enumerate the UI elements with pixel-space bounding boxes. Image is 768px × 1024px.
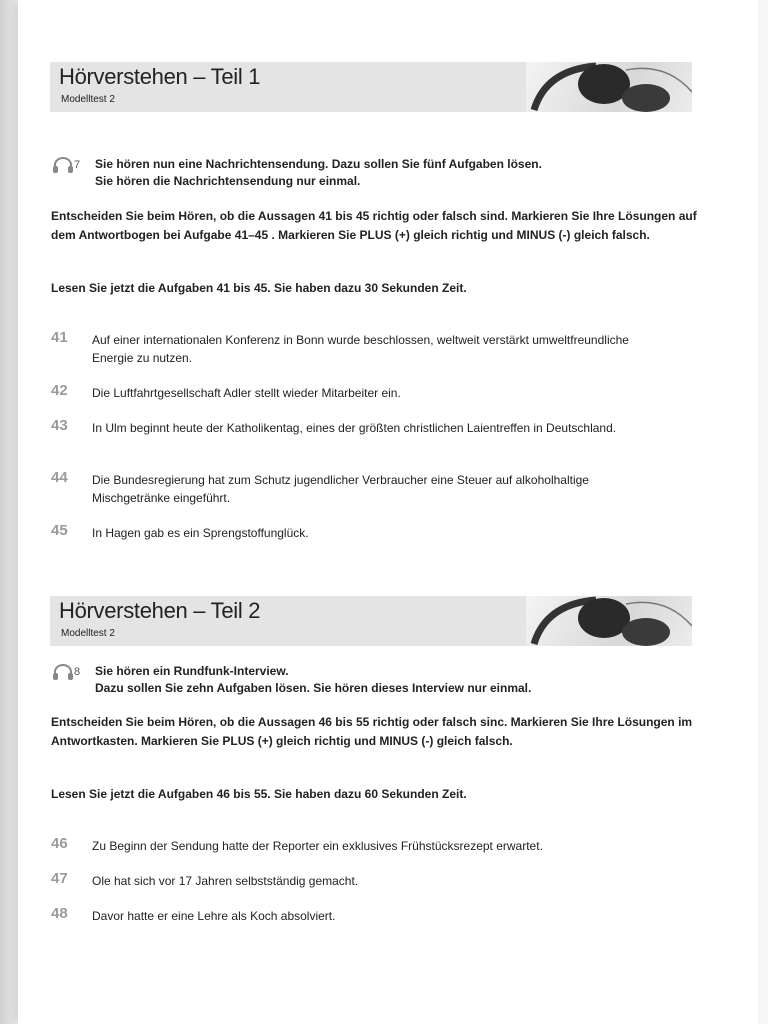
- audio-line-1: Sie hören ein Rundfunk-Interview.: [95, 664, 289, 678]
- audio-line-2: Sie hören die Nachrichtensendung nur einmal.: [95, 174, 361, 188]
- track-number: 7: [74, 159, 81, 171]
- task-number: 44: [51, 469, 68, 486]
- task-text: In Hagen gab es ein Sprengstoffunglück.: [92, 526, 309, 540]
- headphones-image: [526, 596, 692, 646]
- task-number: 48: [51, 905, 68, 922]
- document-page: [18, 0, 758, 1024]
- audio-track-label: [52, 663, 92, 681]
- headphones-icon: [52, 157, 74, 173]
- instruction-paragraph: Entscheiden Sie beim Hören, ob die Aussagen 41 bis 45 richtig oder falsch sind. Markieren Sie Ihre Lösungen auf dem Antwortbogen bei Aufgabe 41–45 . Markieren Sie PLUS (+) gleich richtig und MINUS (-) gleich falsch.: [51, 209, 697, 242]
- track-number: 8: [74, 666, 81, 678]
- instruction-paragraph: Entscheiden Sie beim Hören, ob die Aussagen 46 bis 55 richtig oder falsch sinc. Markieren Sie Ihre Lösungen im Antwortkasten. Markieren Sie PLUS (+) gleich richtig und MINUS (-) gleich falsch.: [51, 715, 693, 748]
- section-subtitle: Modelltest 2: [61, 628, 115, 639]
- task-number: 45: [51, 522, 68, 539]
- task-number: 42: [51, 382, 68, 399]
- task-number: 46: [51, 835, 68, 852]
- reading-time-note: Lesen Sie jetzt die Aufgaben 41 bis 45. Sie haben dazu 30 Sekunden Zeit.: [51, 281, 467, 295]
- reading-time-note: Lesen Sie jetzt die Aufgaben 46 bis 55. Sie haben dazu 60 Sekunden Zeit.: [51, 787, 467, 801]
- audio-line-1: Sie hören nun eine Nachrichtensendung. Dazu sollen Sie fünf Aufgaben lösen.: [95, 157, 542, 171]
- book-spine-shadow: [0, 0, 18, 1024]
- task-text: Zu Beginn der Sendung hatte der Reporter ein exklusives Frühstücksrezept erwartet.: [92, 839, 543, 853]
- task-number: 41: [51, 329, 68, 346]
- section-title: Hörverstehen – Teil 2: [59, 598, 261, 623]
- task-text: Die Luftfahrtgesellschaft Adler stellt wieder Mitarbeiter ein.: [92, 386, 401, 400]
- task-text: Die Bundesregierung hat zum Schutz jugendlicher Verbraucher eine Steuer auf alkoholhaltige Mischgetränke eingeführt.: [92, 473, 589, 505]
- task-text: In Ulm beginnt heute der Katholikentag, eines der größten christlichen Laientreffen in Deutschland.: [92, 421, 617, 435]
- task-text: Ole hat sich vor 17 Jahren selbstständig gemacht.: [92, 874, 359, 888]
- task-text: Davor hatte er eine Lehre als Koch absolviert.: [92, 909, 336, 923]
- task-number: 43: [51, 417, 68, 434]
- headphones-icon: [52, 664, 74, 680]
- task-number: 47: [51, 870, 68, 887]
- section-banner-teil-1: [50, 62, 692, 112]
- headphones-image: [526, 62, 692, 112]
- audio-line-2: Dazu sollen Sie zehn Aufgaben lösen. Sie hören dieses Interview nur einmal.: [95, 681, 532, 695]
- section-banner-teil-2: [50, 596, 692, 646]
- audio-track-label: [52, 156, 92, 174]
- task-text: Auf einer internationalen Konferenz in Bonn wurde beschlossen, weltweit verstärkt umweltfreundliche Energie zu nutzen.: [92, 333, 629, 365]
- section-subtitle: Modelltest 2: [61, 94, 115, 105]
- section-title: Hörverstehen – Teil 1: [59, 64, 261, 89]
